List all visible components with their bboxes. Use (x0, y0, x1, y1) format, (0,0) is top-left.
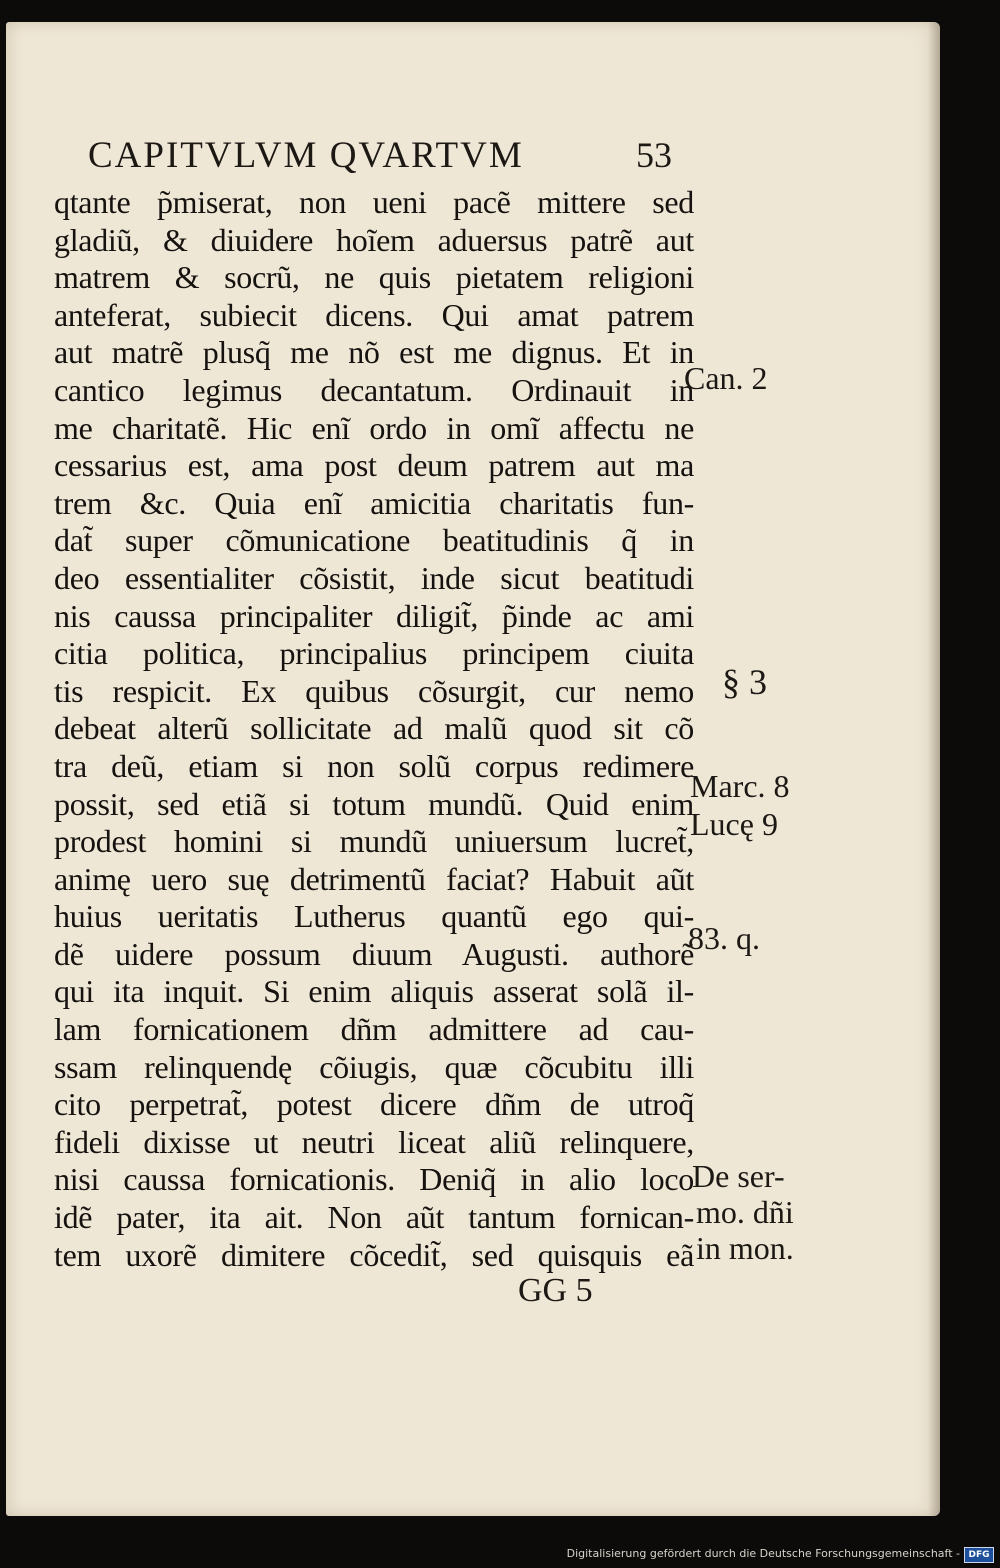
text-line: debeat alterũ sollicitate ad malũ quod sit cõ (54, 710, 694, 747)
margin-note-de-ser: De ser- (692, 1158, 785, 1194)
text-line: dẽ uidere possum diuum Augusti. authorẽ (54, 935, 694, 972)
text-line: huius ueritatis Lutherus quantũ ego qui- (54, 898, 694, 935)
running-title: CAPITVLVM QVARTVM (88, 135, 524, 176)
text-line: nis caussa principaliter diligit̃, p̃inde ac ami (54, 597, 694, 634)
text-line: gladiũ, & diuidere hoĩem aduersus patrẽ aut (54, 221, 694, 258)
text-line: deo essentialiter cõsistit, inde sicut beatitudi (54, 559, 694, 596)
margin-note-marc: Marc. 8 (690, 768, 790, 804)
margin-note-luc: Lucę 9 (690, 806, 778, 842)
body-text (54, 184, 694, 1274)
margin-note-83q: 83. q. (688, 920, 760, 956)
text-line: nisi caussa fornicationis. Deniq̃ in alio loco (54, 1161, 694, 1198)
text-line: ssam relinquendę cõiugis, quæ cõcubitu illi (54, 1048, 694, 1085)
margin-note-in-mon: in mon. (696, 1230, 794, 1266)
text-line: cessarius est, ama post deum patrem aut ma (54, 447, 694, 484)
text-line: possit, sed etiã si totum mundũ. Quid enim (54, 785, 694, 822)
text-line: qui ita inquit. Si enim aliquis asserat solã il- (54, 973, 694, 1010)
text-line: trem &c. Quia enĩ amicitia charitatis fun- (54, 484, 694, 521)
text-line: citia politica, principalius principem ciuita (54, 635, 694, 672)
text-line: tis respicit. Ex quibus cõsurgit, cur nemo (54, 672, 694, 709)
text-line: fideli dixisse ut neutri liceat aliũ relinquere, (54, 1123, 694, 1160)
text-line: me charitatẽ. Hic enĩ ordo in omĩ affectu ne (54, 409, 694, 446)
text-line: qtante p̃miserat, non ueni pacẽ mittere sed (54, 184, 694, 220)
text-line: tra deũ, etiam si non solũ corpus redimere (54, 747, 694, 784)
text-line: idẽ pater, ita ait. Non aũt tantum fornican- (54, 1199, 694, 1236)
text-line: aut matrẽ plusq̃ me nõ est me dignus. Et in (54, 334, 694, 371)
text-line: dat̃ super cõmunicatione beatitudinis q̃ in (54, 522, 694, 559)
text-line: prodest homini si mundũ uniuersum lucret̃, (54, 823, 694, 860)
signature-mark: GG 5 (518, 1272, 593, 1309)
page-number: 53 (636, 135, 672, 175)
text-line: cantico legimus decantatum. Ordinauit in (54, 371, 694, 408)
digitization-credit: Digitalisierung gefördert durch die Deutsche Forschungsgemeinschaft - (566, 1547, 960, 1560)
text-line: cito perpetrat̃, potest dicere dñm de utroq̃ (54, 1086, 694, 1123)
margin-note-can: Can. 2 (684, 360, 768, 396)
margin-note-mo-dni: mo. dñi (696, 1194, 794, 1230)
dfg-logo: DFG (964, 1547, 994, 1563)
margin-note-section: § 3 (722, 662, 767, 702)
text-line: lam fornicationem dñm admittere ad cau- (54, 1011, 694, 1048)
text-line: matrem & socrũ, ne quis pietatem religioni (54, 259, 694, 296)
text-line: anteferat, subiecit dicens. Qui amat patrem (54, 296, 694, 333)
book-page (6, 22, 940, 1516)
text-line: tem uxorẽ dimitere cõcedit̃, sed quisquis eã (54, 1236, 694, 1273)
text-line: animę uero suę detrimentũ faciat? Habuit aũt (54, 860, 694, 897)
